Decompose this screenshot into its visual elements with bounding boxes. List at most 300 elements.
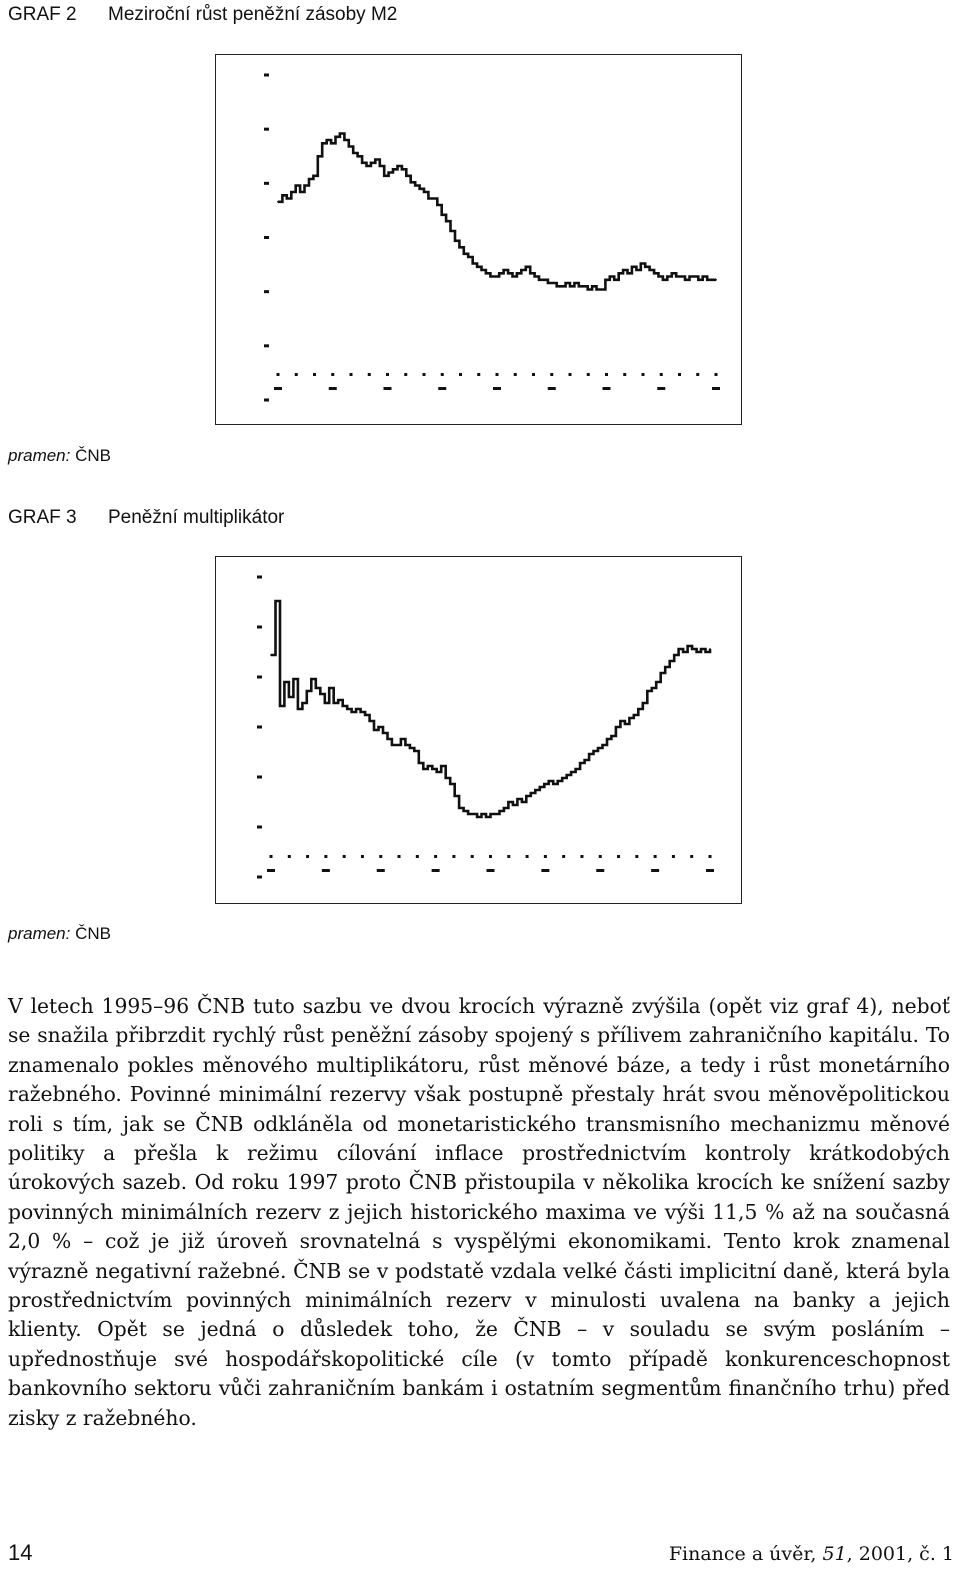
chart2-x-tick-0 [277, 373, 280, 376]
chart2-x-tick-5 [368, 373, 371, 376]
chart2-data-point [631, 266, 633, 268]
chart2-y-tick-6 [264, 399, 269, 402]
chart3-data-point [346, 708, 348, 710]
chart3-data-point [337, 699, 339, 701]
chart3-data-point [409, 747, 411, 749]
chart3-data-point [678, 648, 680, 650]
chart3-x-tick-14 [526, 855, 529, 858]
chart2-x-tick-7 [404, 373, 407, 376]
journal-volume: 51 [822, 1543, 847, 1565]
chart2-data-point [675, 276, 677, 278]
chart3-x-tick-21 [654, 855, 657, 858]
chart3-data-point [552, 783, 554, 785]
journal-name: Finance a úvěr, [668, 1543, 817, 1565]
figure-2-chart-svg [216, 55, 741, 424]
chart3-x-tick-17 [580, 855, 583, 858]
chart3-data-point [360, 711, 362, 713]
chart3-data-point [557, 780, 559, 782]
chart2-data-point [697, 279, 699, 281]
chart3-data-point [691, 648, 693, 650]
chart3-data-point [378, 726, 380, 728]
chart2-data-point [317, 155, 319, 157]
chart2-x-year-mark-3 [329, 387, 337, 390]
chart2-data-point [410, 181, 412, 183]
chart3-data-point [615, 726, 617, 728]
chart2-y-tick-3 [264, 236, 269, 239]
chart3-data-point [472, 813, 474, 815]
chart2-data-point [352, 152, 354, 154]
chart3-data-point [512, 804, 514, 806]
chart2-data-point [627, 272, 629, 274]
chart3-y-tick-2 [257, 676, 262, 679]
chart2-data-point [565, 282, 567, 284]
chart3-data-point [637, 708, 639, 710]
chart2-data-point [401, 168, 403, 170]
chart2-data-point [600, 289, 602, 291]
chart2-data-point [662, 279, 664, 281]
chart3-data-point [458, 807, 460, 809]
chart2-data-point [388, 172, 390, 174]
chart3-data-point [481, 813, 483, 815]
running-footer [669, 1543, 954, 1565]
chart3-data-point [454, 795, 456, 797]
chart3-x-tick-10 [452, 855, 455, 858]
chart2-data-point [414, 185, 416, 187]
figure-3-label: GRAF 3 [8, 507, 77, 528]
chart3-data-point [633, 714, 635, 716]
chart3-data-point [508, 801, 510, 803]
chart2-data-point [658, 276, 660, 278]
chart2-x-year-mark-15 [548, 387, 556, 390]
chart2-data-point [574, 282, 576, 284]
chart3-x-tick-2 [306, 855, 309, 858]
chart2-data-point [507, 272, 509, 274]
chart3-x-year-mark-0 [267, 869, 275, 872]
chart2-y-tick-5 [264, 344, 269, 347]
chart3-x-tick-8 [416, 855, 419, 858]
chart3-data-point [485, 816, 487, 818]
chart3-data-point [602, 744, 604, 746]
chart2-x-tick-11 [477, 373, 480, 376]
chart3-x-tick-7 [398, 855, 401, 858]
chart3-data-point [696, 651, 698, 653]
chart3-data-point [548, 780, 550, 782]
chart2-x-tick-4 [350, 373, 353, 376]
chart2-x-tick-2 [313, 373, 316, 376]
chart3-x-tick-18 [599, 855, 602, 858]
chart2-data-point [463, 253, 465, 255]
chart3-x-year-mark-12 [487, 869, 495, 872]
chart2-data-point [348, 146, 350, 148]
chart3-data-point [355, 708, 357, 710]
chart3-data-point [418, 762, 420, 764]
chart3-data-point [440, 765, 442, 767]
chart2-data-point [640, 263, 642, 265]
chart3-data-point [655, 681, 657, 683]
chart2-x-tick-3 [331, 373, 334, 376]
chart2-y-tick-4 [264, 290, 269, 293]
journal-year-issue: , 2001, č. 1 [846, 1543, 954, 1565]
chart2-data-point [321, 142, 323, 144]
chart2-data-point [454, 240, 456, 242]
chart3-y-tick-3 [257, 726, 262, 729]
chart2-data-point [290, 191, 292, 193]
chart2-data-point [644, 266, 646, 268]
chart3-data-point [293, 678, 295, 680]
chart2-data-point [684, 279, 686, 281]
chart2-data-point [512, 276, 514, 278]
chart3-data-point [561, 777, 563, 779]
chart2-data-point [618, 272, 620, 274]
chart3-data-point [490, 813, 492, 815]
chart3-x-tick-16 [562, 855, 565, 858]
figure-2-source-label: pramen: [8, 446, 71, 465]
chart3-data-point [705, 651, 707, 653]
chart3-x-tick-22 [672, 855, 675, 858]
chart2-x-tick-12 [496, 373, 499, 376]
chart2-data-point [569, 285, 571, 287]
chart3-x-tick-1 [288, 855, 291, 858]
chart3-data-point [570, 771, 572, 773]
chart2-x-year-mark-12 [493, 387, 501, 390]
chart2-data-point [286, 198, 288, 200]
chart2-data-point [520, 269, 522, 271]
chart2-data-point [374, 159, 376, 161]
chart3-y-tick-6 [257, 876, 262, 879]
chart3-data-point [396, 744, 398, 746]
chart2-data-point [613, 279, 615, 281]
chart3-data-point [664, 666, 666, 668]
figure-2-heading [8, 4, 397, 26]
chart2-x-year-mark-24 [712, 387, 720, 390]
chart2-y-tick-2 [264, 182, 269, 185]
chart3-x-tick-11 [471, 855, 474, 858]
chart2-data-point [538, 279, 540, 281]
chart3-y-tick-4 [257, 776, 262, 779]
chart2-data-point [419, 188, 421, 190]
figure-3-heading [8, 507, 284, 529]
chart3-x-tick-9 [434, 855, 437, 858]
chart2-data-point [335, 136, 337, 138]
chart2-data-point [622, 269, 624, 271]
chart2-x-tick-10 [459, 373, 462, 376]
chart3-y-tick-5 [257, 826, 262, 829]
chart2-data-point [313, 175, 315, 177]
chart3-data-point [306, 690, 308, 692]
chart3-x-year-mark-3 [322, 869, 330, 872]
chart3-data-point [494, 813, 496, 815]
chart2-data-point [543, 279, 545, 281]
figure-3-source [8, 924, 111, 944]
chart2-data-point [277, 201, 279, 203]
chart3-data-point [597, 747, 599, 749]
chart3-data-point [364, 714, 366, 716]
chart3-x-tick-4 [343, 855, 346, 858]
chart3-data-point [629, 717, 631, 719]
chart3-data-point [606, 738, 608, 740]
chart2-series-line [278, 134, 716, 290]
chart2-x-year-mark-18 [603, 387, 611, 390]
chart2-data-point [551, 282, 553, 284]
chart2-data-point [490, 276, 492, 278]
chart3-y-tick-1 [257, 626, 262, 629]
chart2-x-tick-1 [295, 373, 298, 376]
chart3-data-point [319, 693, 321, 695]
figure-3-source-label: pramen: [8, 924, 71, 943]
chart3-x-year-mark-24 [706, 869, 714, 872]
chart3-data-point [543, 783, 545, 785]
chart3-x-year-mark-9 [432, 869, 440, 872]
chart3-data-point [284, 681, 286, 683]
chart2-data-point [706, 279, 708, 281]
chart3-data-point [431, 768, 433, 770]
chart3-data-point [476, 816, 478, 818]
figure-2-source-value: ČNB [75, 446, 112, 465]
chart2-data-point [649, 269, 651, 271]
chart2-data-point [428, 198, 430, 200]
figure-2-chart [215, 54, 742, 425]
chart2-data-point [397, 165, 399, 167]
figure-2-source [8, 446, 111, 466]
chart2-data-point [596, 289, 598, 291]
chart3-data-point [382, 732, 384, 734]
figure-2-title: Meziroční růst peněžní zásoby M2 [108, 4, 398, 25]
chart2-data-point [587, 289, 589, 291]
chart3-data-point [530, 792, 532, 794]
chart2-x-tick-8 [423, 373, 426, 376]
chart3-x-year-mark-18 [596, 869, 604, 872]
chart3-data-point [342, 705, 344, 707]
chart2-data-point [476, 266, 478, 268]
chart3-data-point [449, 783, 451, 785]
chart2-y-tick-1 [264, 128, 269, 131]
chart3-data-point [588, 753, 590, 755]
chart3-data-point [315, 687, 317, 689]
chart2-data-point [467, 256, 469, 258]
chart2-data-point [383, 175, 385, 177]
chart3-x-tick-6 [379, 855, 382, 858]
chart2-x-year-mark-6 [384, 387, 392, 390]
chart3-data-point [611, 735, 613, 737]
chart3-data-point [584, 759, 586, 761]
chart2-data-point [481, 269, 483, 271]
chart3-data-point [270, 654, 272, 656]
chart2-data-point [282, 194, 284, 196]
chart3-data-point [369, 720, 371, 722]
figure-3-chart-svg [216, 557, 741, 903]
chart3-data-point [436, 771, 438, 773]
chart2-x-tick-6 [386, 373, 389, 376]
chart2-data-point [529, 272, 531, 274]
chart3-x-year-mark-15 [541, 869, 549, 872]
chart2-data-point [370, 162, 372, 164]
chart3-data-point [445, 777, 447, 779]
chart2-data-point [609, 276, 611, 278]
chart3-data-point [673, 654, 675, 656]
chart3-data-point [682, 651, 684, 653]
chart2-data-point [308, 178, 310, 180]
chart2-data-point [711, 279, 713, 281]
chart2-data-point [556, 285, 558, 287]
body-paragraph: V letech 1995–96 ČNB tuto sazbu ve dvou krocích výrazně zvýšila (opět viz graf 4), neboť se snažila přibrzdit rychlý růst peněžní zásoby spojený s přílivem zahraničního kapitálu. To znamenalo pokles měnového multiplikátoru, růst měnové báze, a tedy i růst monetárního ražebného. Povinné minimální rezervy však postupně přestaly hrát svou měnověpolitickou roli s tím, jak se ČNB odkláněla od monetaristického transmisního mechanizmu měnové politiky a přešla k režimu cílování inflace prostřednictvím kontroly krátkodobých úrokových sazeb. Od roku 1997 proto ČNB přistoupila v několika krocích ke snížení sazby povinných minimálních rezerv z jejich historického maxima ve výši 11,5 % až na současná 2,0 % – což je již úroveň srovnatelná s vyspělými ekonomikami. Tento krok znamenal výrazně negativní ražebné. ČNB se v podstatě vzdala velké části implicitní daně, která byla prostřednictvím povinných minimálních rezerv v minulosti uvalena na banky a jejich klienty. Opět se jedná o důsledek toho, že ČNB – v souladu se svým posláním – upřednostňuje své hospodářskopolitické cíle (v tomto případě konkurenceschopnost bankovního sektoru vůči zahraničním bankám i ostatním segmentům finančního trhu) před zisky z ražebného. [8, 994, 950, 1430]
chart3-x-tick-15 [544, 855, 547, 858]
chart2-x-tick-22 [678, 373, 681, 376]
chart2-data-point [299, 191, 301, 193]
chart2-data-point [516, 272, 518, 274]
chart3-data-point [391, 744, 393, 746]
page-number: 14 [8, 1540, 33, 1565]
chart2-data-point [445, 220, 447, 222]
chart2-data-point [450, 230, 452, 232]
chart2-data-point [304, 185, 306, 187]
chart3-series-line [271, 601, 710, 817]
chart2-x-tick-21 [660, 373, 663, 376]
chart3-data-point [279, 705, 281, 707]
chart2-data-point [636, 269, 638, 271]
chart3-data-point [413, 750, 415, 752]
figure-3-source-value: ČNB [75, 924, 112, 943]
chart2-x-tick-24 [715, 373, 718, 376]
chart3-data-point [422, 768, 424, 770]
chart3-data-point [400, 738, 402, 740]
figure-2-label: GRAF 2 [8, 4, 77, 25]
chart2-x-tick-13 [514, 373, 517, 376]
chart3-data-point [669, 660, 671, 662]
chart3-data-point [539, 786, 541, 788]
chart2-data-point [357, 155, 359, 157]
chart3-data-point [579, 762, 581, 764]
chart2-data-point [715, 279, 717, 281]
chart2-data-point [392, 168, 394, 170]
chart3-data-point [324, 702, 326, 704]
chart2-x-tick-23 [696, 373, 699, 376]
chart2-data-point [680, 276, 682, 278]
chart2-data-point [578, 285, 580, 287]
chart2-data-point [702, 276, 704, 278]
chart2-data-point [339, 133, 341, 135]
chart3-data-point [575, 768, 577, 770]
chart3-data-point [427, 765, 429, 767]
chart3-data-point [660, 672, 662, 674]
chart2-data-point [534, 276, 536, 278]
chart3-data-point [624, 723, 626, 725]
figure-3-title: Peněžní multiplikátor [108, 507, 285, 528]
chart3-data-point [620, 720, 622, 722]
chart3-x-tick-24 [709, 855, 712, 858]
chart2-x-year-mark-0 [274, 387, 282, 390]
chart2-x-year-mark-21 [657, 387, 665, 390]
chart3-data-point [709, 648, 711, 650]
chart2-x-tick-20 [642, 373, 645, 376]
chart2-data-point [361, 162, 363, 164]
chart2-data-point [498, 272, 500, 274]
chart3-data-point [646, 690, 648, 692]
chart3-data-point [642, 702, 644, 704]
chart3-data-point [351, 711, 353, 713]
chart2-x-tick-17 [587, 373, 590, 376]
chart2-data-point [423, 191, 425, 193]
chart3-data-point [687, 645, 689, 647]
figure-3-chart [215, 556, 742, 904]
chart2-data-point [494, 276, 496, 278]
chart2-data-point [459, 246, 461, 248]
chart3-data-point [499, 810, 501, 812]
chart3-data-point [503, 807, 505, 809]
chart2-x-tick-9 [441, 373, 444, 376]
chart2-x-tick-16 [569, 373, 572, 376]
chart3-x-tick-12 [489, 855, 492, 858]
chart3-data-point [517, 798, 519, 800]
chart2-data-point [591, 285, 593, 287]
chart2-data-point [693, 276, 695, 278]
chart2-data-point [441, 214, 443, 216]
chart3-data-point [310, 678, 312, 680]
chart3-x-tick-19 [617, 855, 620, 858]
chart3-x-tick-13 [507, 855, 510, 858]
chart2-x-tick-14 [532, 373, 535, 376]
chart2-data-point [379, 165, 381, 167]
chart2-data-point [560, 285, 562, 287]
chart2-data-point [405, 175, 407, 177]
chart3-data-point [288, 696, 290, 698]
chart2-data-point [485, 272, 487, 274]
chart3-data-point [566, 774, 568, 776]
chart2-x-tick-19 [623, 373, 626, 376]
chart3-data-point [333, 702, 335, 704]
chart2-data-point [503, 269, 505, 271]
chart2-data-point [330, 142, 332, 144]
chart3-x-tick-0 [270, 855, 273, 858]
chart2-data-point [472, 263, 474, 265]
chart3-x-tick-5 [361, 855, 364, 858]
chart2-data-point [653, 272, 655, 274]
chart2-x-tick-15 [550, 373, 553, 376]
chart3-data-point [373, 729, 375, 731]
chart3-data-point [297, 708, 299, 710]
chart3-data-point [534, 789, 536, 791]
chart2-data-point [436, 204, 438, 206]
chart3-data-point [405, 744, 407, 746]
chart2-data-point [547, 282, 549, 284]
chart2-data-point [605, 279, 607, 281]
chart3-y-tick-0 [257, 576, 262, 579]
chart3-data-point [521, 801, 523, 803]
chart2-data-point [582, 285, 584, 287]
chart3-x-year-mark-21 [651, 869, 659, 872]
chart2-data-point [344, 139, 346, 141]
chart2-data-point [671, 272, 673, 274]
chart3-data-point [275, 600, 277, 602]
chart2-data-point [689, 276, 691, 278]
chart3-data-point [651, 687, 653, 689]
chart3-x-tick-3 [324, 855, 327, 858]
chart2-x-tick-18 [605, 373, 608, 376]
chart2-data-point [666, 276, 668, 278]
chart2-data-point [432, 198, 434, 200]
chart2-data-point [525, 266, 527, 268]
chart3-data-point [463, 810, 465, 812]
chart3-x-tick-20 [635, 855, 638, 858]
chart3-x-tick-23 [690, 855, 693, 858]
chart3-data-point [593, 750, 595, 752]
chart2-data-point [295, 185, 297, 187]
chart3-data-point [387, 738, 389, 740]
chart3-data-point [525, 795, 527, 797]
chart2-x-year-mark-9 [438, 387, 446, 390]
chart2-y-tick-0 [264, 74, 269, 77]
chart3-data-point [328, 687, 330, 689]
chart3-x-year-mark-6 [377, 869, 385, 872]
